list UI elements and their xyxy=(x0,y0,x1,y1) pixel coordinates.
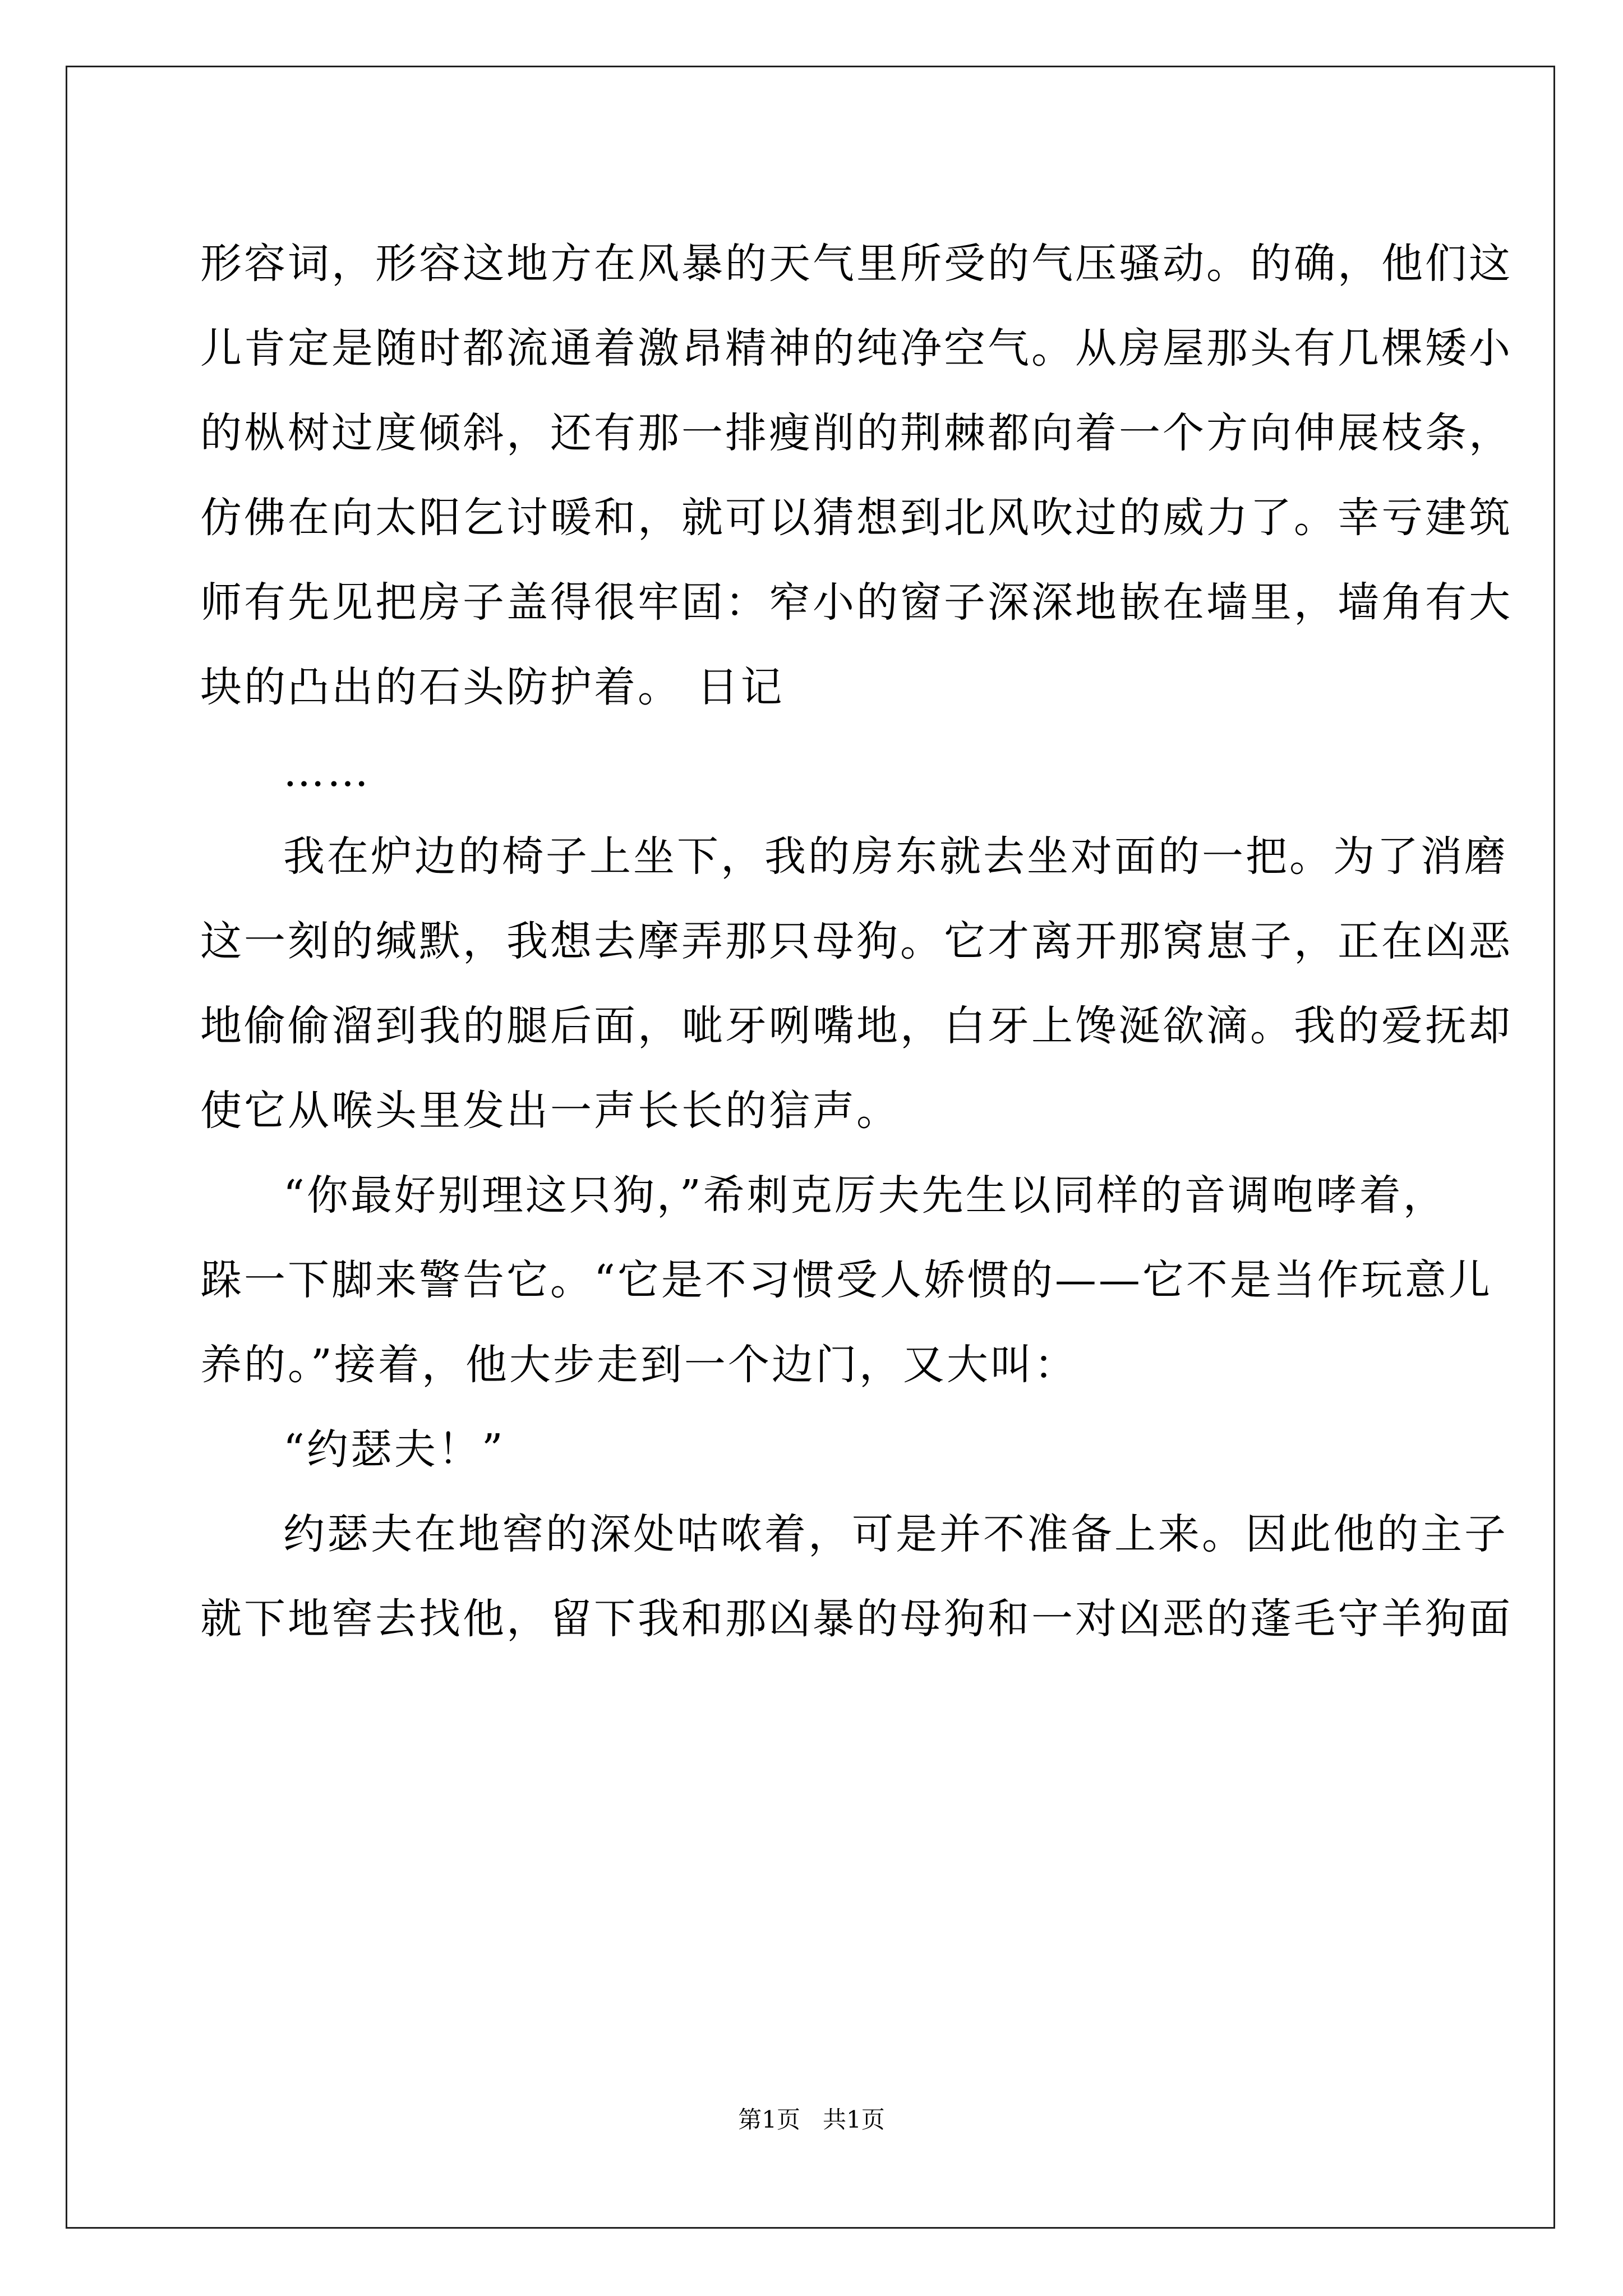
page-number-footer: 第1页 共1页 xyxy=(738,2106,885,2133)
text-line-15: “约瑟夫！” xyxy=(283,1425,505,1474)
text-line-13: 跺一下脚来警告它。“它是不习惯受人娇惯的——它不是当作玩意儿 xyxy=(200,1256,1492,1304)
text-line-16: 约瑟夫在地窖的深处咕哝着，可是并不准备上来。因此他的主子 xyxy=(283,1510,1508,1558)
text-line-9: 这一刻的缄默，我想去摩弄那只母狗。它才离开那窝崽子，正在凶恶 xyxy=(200,917,1513,965)
text-line-3: 的枞树过度倾斜，还有那一排瘦削的荆棘都向着一个方向伸展枝条， xyxy=(200,409,1513,457)
text-line-4: 仿佛在向太阳乞讨暖和，就可以猜想到北风吹过的威力了。幸亏建筑 xyxy=(200,494,1513,542)
text-line-2: 儿肯定是随时都流通着激昂精神的纯净空气。从房屋那头有几棵矮小 xyxy=(200,324,1513,372)
text-line-8: 我在炉边的椅子上坐下，我的房东就去坐对面的一把。为了消磨 xyxy=(283,832,1508,881)
text-line-17: 就下地窖去找他，留下我和那凶暴的母狗和一对凶恶的蓬毛守羊狗面 xyxy=(200,1595,1513,1643)
text-line-10: 地偷偷溜到我的腿后面，呲牙咧嘴地，白牙上馋涎欲滴。我的爱抚却 xyxy=(200,1002,1513,1050)
text-line-5: 师有先见把房子盖得很牢固：窄小的窗子深深地嵌在墙里，墙角有大 xyxy=(200,578,1513,627)
ellipsis-line: …… xyxy=(283,748,371,796)
text-line-1: 形容词，形容这地方在风暴的天气里所受的气压骚动。的确，他们这 xyxy=(200,240,1513,288)
document-body xyxy=(200,222,1513,1662)
text-line-11: 使它从喉头里发出一声长长的狺声。 xyxy=(200,1087,900,1135)
text-line-14: 养的。”接着，他大步走到一个边门，又大叫： xyxy=(200,1341,1078,1389)
text-line-12: “你最好别理这只狗，”希刺克厉夫先生以同样的音调咆哮着， xyxy=(283,1171,1447,1220)
text-line-6: 块的凸出的石头防护着。 日记 xyxy=(200,663,785,711)
